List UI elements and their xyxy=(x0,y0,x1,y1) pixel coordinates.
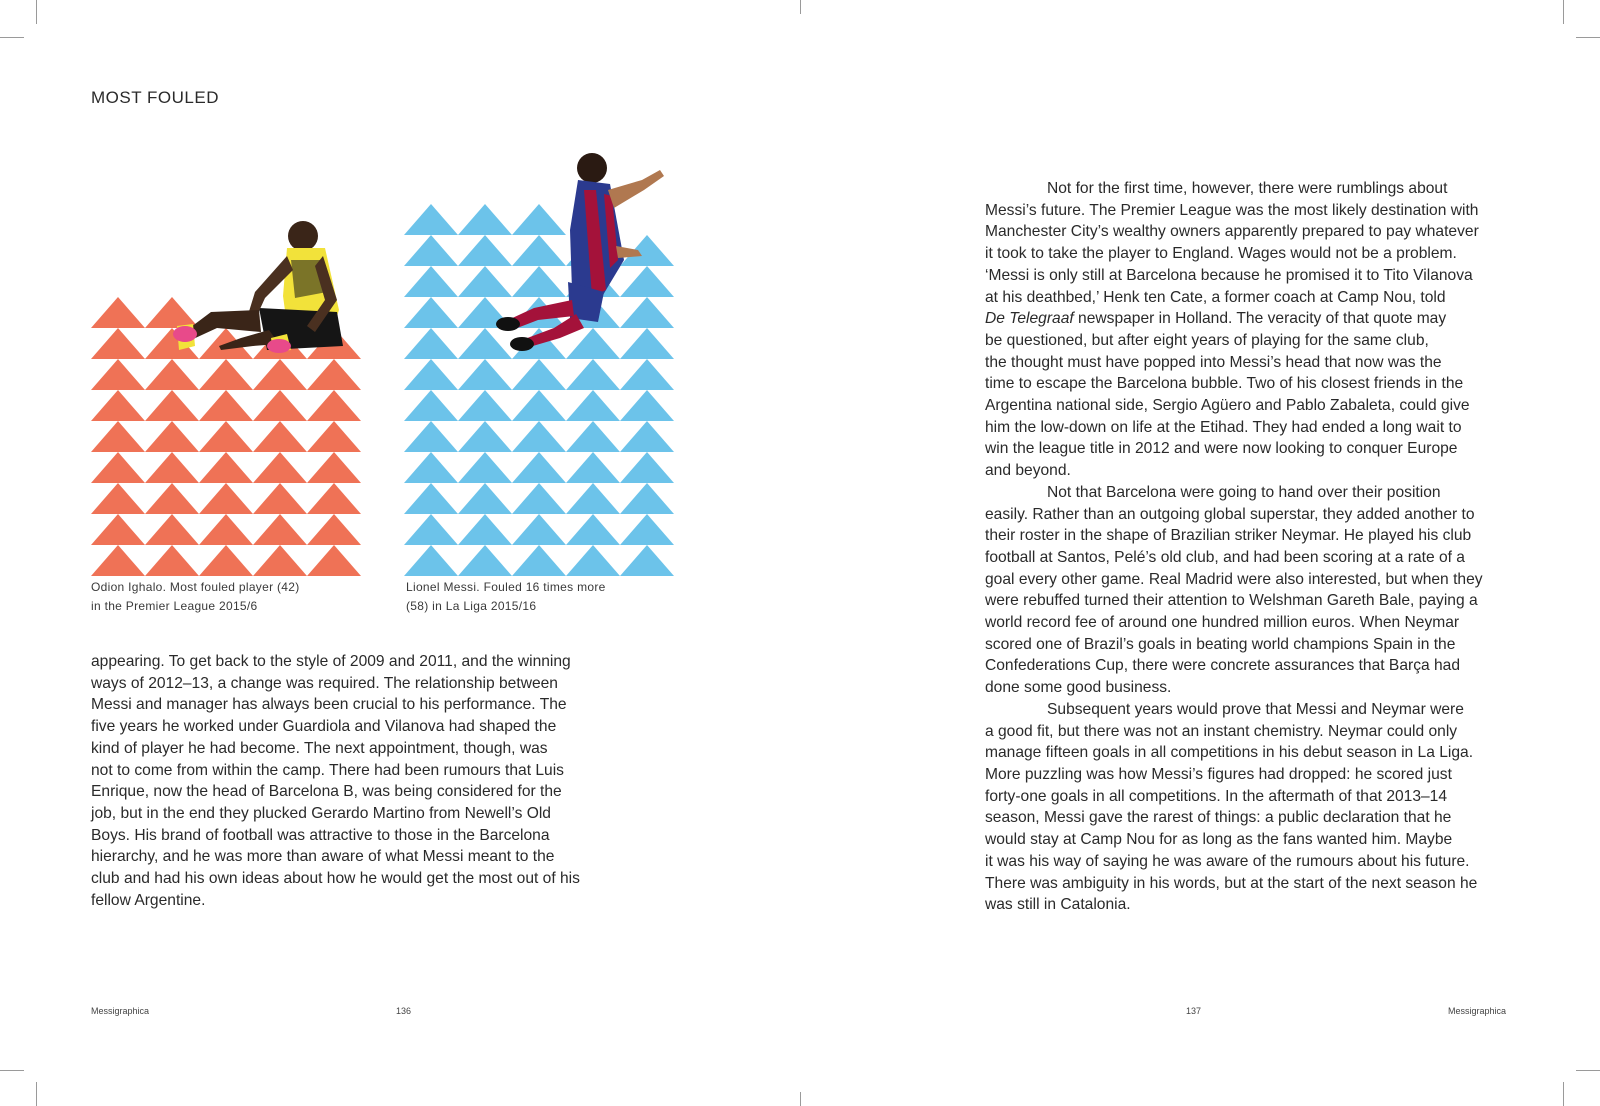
caption-line: Lionel Messi. Fouled 16 times more xyxy=(406,580,606,594)
foul-triangle xyxy=(458,235,512,266)
foul-triangle xyxy=(566,545,620,576)
foul-triangle xyxy=(145,483,199,514)
text-line: ‘Messi is only still at Barcelona because he promised it to Tito Vilanova xyxy=(985,266,1473,284)
foul-triangle xyxy=(458,328,512,359)
text-line: season, Messi gave the rarest of things: a public declaration that he xyxy=(985,809,1452,827)
foul-triangle xyxy=(253,483,307,514)
foul-triangle xyxy=(566,359,620,390)
foul-triangle xyxy=(458,204,512,235)
foul-triangle xyxy=(145,514,199,545)
foul-triangle xyxy=(566,421,620,452)
foul-triangle xyxy=(512,514,566,545)
text-line: football at Santos, Pelé’s old club, and had been scoring at a rate of a xyxy=(985,548,1465,566)
text-line: hierarchy, and he was more than aware of what Messi meant to the xyxy=(91,848,555,866)
messi-fouls-graphic xyxy=(404,150,674,576)
crop-mark xyxy=(800,1092,801,1106)
text-line: Not that Barcelona were going to hand over their position xyxy=(1047,483,1441,501)
foul-triangle xyxy=(91,359,145,390)
text-line: There was ambiguity in his words, but at the start of the next season he xyxy=(985,874,1478,892)
text-line: it took to take the player to England. Wages would not be a problem. xyxy=(985,245,1457,263)
text-line: More puzzling was how Messi’s figures had dropped: he scored just xyxy=(985,765,1452,783)
text-line: manage fifteen goals in all competitions in his debut season in La Liga. xyxy=(985,744,1474,762)
text-line: was still in Catalonia. xyxy=(985,896,1131,914)
footer-book-title-left: Messigraphica xyxy=(91,1006,150,1016)
foul-triangle xyxy=(253,514,307,545)
foul-triangle xyxy=(404,266,458,297)
foul-triangle xyxy=(458,545,512,576)
ighalo-fouls-graphic xyxy=(91,200,361,576)
foul-triangle xyxy=(512,452,566,483)
crop-mark xyxy=(0,37,24,38)
figure-caption-ighalo xyxy=(91,578,300,616)
foul-triangle xyxy=(145,421,199,452)
text-line: Boys. His brand of football was attractive to those in the Barcelona xyxy=(91,826,550,844)
foul-triangle xyxy=(512,359,566,390)
foul-triangle xyxy=(145,452,199,483)
text-line: a good fit, but there was not an instant chemistry. Neymar could only xyxy=(985,722,1458,740)
foul-triangle xyxy=(404,204,458,235)
foul-triangle xyxy=(307,483,361,514)
text-line: it was his way of saying he was aware of the rumours about his future. xyxy=(985,852,1470,870)
foul-triangle xyxy=(145,545,199,576)
foul-triangle xyxy=(404,483,458,514)
text-line: ways of 2012–13, a change was required. The relationship between xyxy=(91,674,558,692)
foul-triangle xyxy=(620,390,674,421)
text-line: goal every other game. Real Madrid were also interested, but when they xyxy=(985,570,1483,588)
text-line: Messi’s future. The Premier League was the most likely destination with xyxy=(985,201,1479,219)
foul-triangle xyxy=(253,452,307,483)
paragraph xyxy=(985,482,1483,699)
foul-triangle xyxy=(512,421,566,452)
right-body-text xyxy=(985,178,1483,916)
crop-mark xyxy=(36,1082,37,1106)
text-line: forty-one goals in all competitions. In the aftermath of that 2013–14 xyxy=(985,787,1448,805)
foul-triangle xyxy=(404,545,458,576)
paragraph xyxy=(985,699,1483,916)
text-line: the thought must have popped into Messi’s head that now was the xyxy=(985,353,1442,371)
text-line: Subsequent years would prove that Messi and Neymar were xyxy=(1047,700,1464,718)
text-line: their roster in the shape of Brazilian striker Neymar. He played his club xyxy=(985,527,1472,545)
text-line: Not for the first time, however, there were rumblings about xyxy=(1047,180,1448,197)
text-line: Manchester City’s wealthy owners apparently prepared to pay whatever xyxy=(985,223,1479,241)
foul-triangle xyxy=(620,545,674,576)
foul-triangle xyxy=(253,359,307,390)
paragraph xyxy=(91,651,580,911)
foul-triangle xyxy=(620,266,674,297)
text-line: done some good business. xyxy=(985,679,1172,697)
text-line: kind of player he had become. The next appointment, though, was xyxy=(91,739,548,757)
crop-mark xyxy=(1563,0,1564,24)
foul-triangle xyxy=(404,328,458,359)
text-line: club and had his own ideas about how he would get the most out of his xyxy=(91,870,580,888)
foul-triangle xyxy=(91,514,145,545)
page-number-right: 137 xyxy=(1186,1006,1202,1016)
foul-triangle xyxy=(512,204,566,235)
text-line: time to escape the Barcelona bubble. Two of his closest friends in the xyxy=(985,375,1464,393)
foul-triangle xyxy=(458,452,512,483)
crop-mark xyxy=(36,0,37,24)
foul-triangle xyxy=(307,421,361,452)
foul-triangle xyxy=(91,545,145,576)
foul-triangle xyxy=(512,545,566,576)
foul-triangle xyxy=(512,390,566,421)
foul-triangle xyxy=(566,328,620,359)
text-line: job, but in the end they plucked Gerardo Martino from Newell’s Old xyxy=(91,804,551,822)
foul-triangle xyxy=(91,390,145,421)
foul-triangles xyxy=(404,204,674,576)
foul-triangle xyxy=(566,483,620,514)
foul-triangle xyxy=(458,421,512,452)
foul-triangle xyxy=(404,390,458,421)
foul-triangle xyxy=(404,359,458,390)
text-line: world record fee of around one hundred million euros. When Neymar xyxy=(985,614,1460,632)
text-line: and beyond. xyxy=(985,462,1071,480)
foul-triangle xyxy=(91,297,145,328)
foul-triangle xyxy=(566,452,620,483)
foul-triangle xyxy=(91,421,145,452)
foul-triangle xyxy=(253,545,307,576)
foul-triangle xyxy=(512,483,566,514)
text-line: at his deathbed,’ Henk ten Cate, a former coach at Camp Nou, told xyxy=(985,288,1446,306)
text-line: easily. Rather than an outgoing global superstar, they added another to xyxy=(985,505,1475,523)
foul-triangle xyxy=(458,483,512,514)
newspaper-name: De Telegraaf xyxy=(985,310,1074,328)
foul-triangle xyxy=(91,452,145,483)
text-line: Enrique, now the head of Barcelona B, was being considered for the xyxy=(91,783,562,801)
foul-triangle xyxy=(199,483,253,514)
foul-triangle xyxy=(458,514,512,545)
foul-triangle xyxy=(566,390,620,421)
foul-triangle xyxy=(620,421,674,452)
section-title: MOST FOULED xyxy=(91,88,219,107)
left-body-text xyxy=(91,651,580,911)
caption-line: Odion Ighalo. Most fouled player (42) xyxy=(91,580,300,594)
foul-triangle xyxy=(620,514,674,545)
foul-triangle xyxy=(566,514,620,545)
foul-triangle xyxy=(404,297,458,328)
foul-triangle xyxy=(307,359,361,390)
foul-triangle xyxy=(458,390,512,421)
text-line xyxy=(985,308,1483,330)
foul-triangle xyxy=(145,297,199,328)
foul-triangle xyxy=(253,421,307,452)
text-line: him the low-down on life at the Etihad. They had ended a long wait to xyxy=(985,418,1462,436)
crop-mark xyxy=(0,1070,24,1071)
text-line: fellow Argentine. xyxy=(91,891,206,909)
crop-mark xyxy=(1563,1082,1564,1106)
foul-triangle xyxy=(512,266,566,297)
foul-triangle xyxy=(91,328,145,359)
foul-triangle xyxy=(307,514,361,545)
foul-triangle xyxy=(145,390,199,421)
foul-triangle xyxy=(199,452,253,483)
foul-triangle xyxy=(253,390,307,421)
foul-triangle xyxy=(620,328,674,359)
text-line: scored one of Brazil’s goals in beating world champions Spain in the xyxy=(985,635,1456,653)
text-line: would stay at Camp Nou for as long as the fans wanted him. Maybe xyxy=(985,831,1453,849)
caption-line: in the Premier League 2015/6 xyxy=(91,599,258,613)
figure-caption-messi xyxy=(406,578,606,616)
foul-triangle xyxy=(512,235,566,266)
foul-triangle xyxy=(458,266,512,297)
foul-triangle xyxy=(620,359,674,390)
foul-triangle xyxy=(620,297,674,328)
text-line: appearing. To get back to the style of 2009 and 2011, and the winning xyxy=(91,653,571,670)
paragraph xyxy=(985,178,1483,482)
foul-triangle xyxy=(404,421,458,452)
foul-triangle xyxy=(199,390,253,421)
text-line: win the league title in 2012 and were now looking to conquer Europe xyxy=(985,440,1458,458)
foul-triangle xyxy=(620,452,674,483)
foul-triangle xyxy=(620,483,674,514)
page-number-left: 136 xyxy=(396,1006,412,1016)
text-line: five years he worked under Guardiola and Vilanova had shaped the xyxy=(91,718,557,736)
foul-triangle xyxy=(91,483,145,514)
foul-triangle xyxy=(199,421,253,452)
text-line: be questioned, but after eight years of playing for the same club, xyxy=(985,331,1429,349)
foul-triangle xyxy=(307,545,361,576)
foul-triangle xyxy=(404,514,458,545)
foul-triangle xyxy=(307,390,361,421)
foul-triangle xyxy=(145,359,199,390)
crop-mark xyxy=(1576,37,1600,38)
foul-triangle xyxy=(199,359,253,390)
text-line: Argentina national side, Sergio Agüero and Pablo Zabaleta, could give xyxy=(985,397,1470,415)
foul-triangle xyxy=(307,452,361,483)
foul-triangle xyxy=(458,359,512,390)
footer-book-title-right: Messigraphica xyxy=(1448,1006,1507,1016)
foul-triangle xyxy=(199,514,253,545)
crop-mark xyxy=(800,0,801,14)
text-line: Confederations Cup, there were concrete assurances that Barça had xyxy=(985,657,1461,675)
text-line: were rebuffed turned their attention to Welshman Gareth Bale, paying a xyxy=(985,592,1478,610)
foul-triangle xyxy=(404,452,458,483)
text-line: not to come from within the camp. There had been rumours that Luis xyxy=(91,761,564,779)
foul-triangle xyxy=(404,235,458,266)
foul-triangle xyxy=(199,545,253,576)
crop-mark xyxy=(1576,1070,1600,1071)
text-fragment: newspaper in Holland. The veracity of that quote may xyxy=(1073,310,1447,328)
text-line: Messi and manager has always been crucial to his performance. The xyxy=(91,696,567,714)
ighalo-player-image xyxy=(173,221,343,353)
caption-line: (58) in La Liga 2015/16 xyxy=(406,599,537,613)
